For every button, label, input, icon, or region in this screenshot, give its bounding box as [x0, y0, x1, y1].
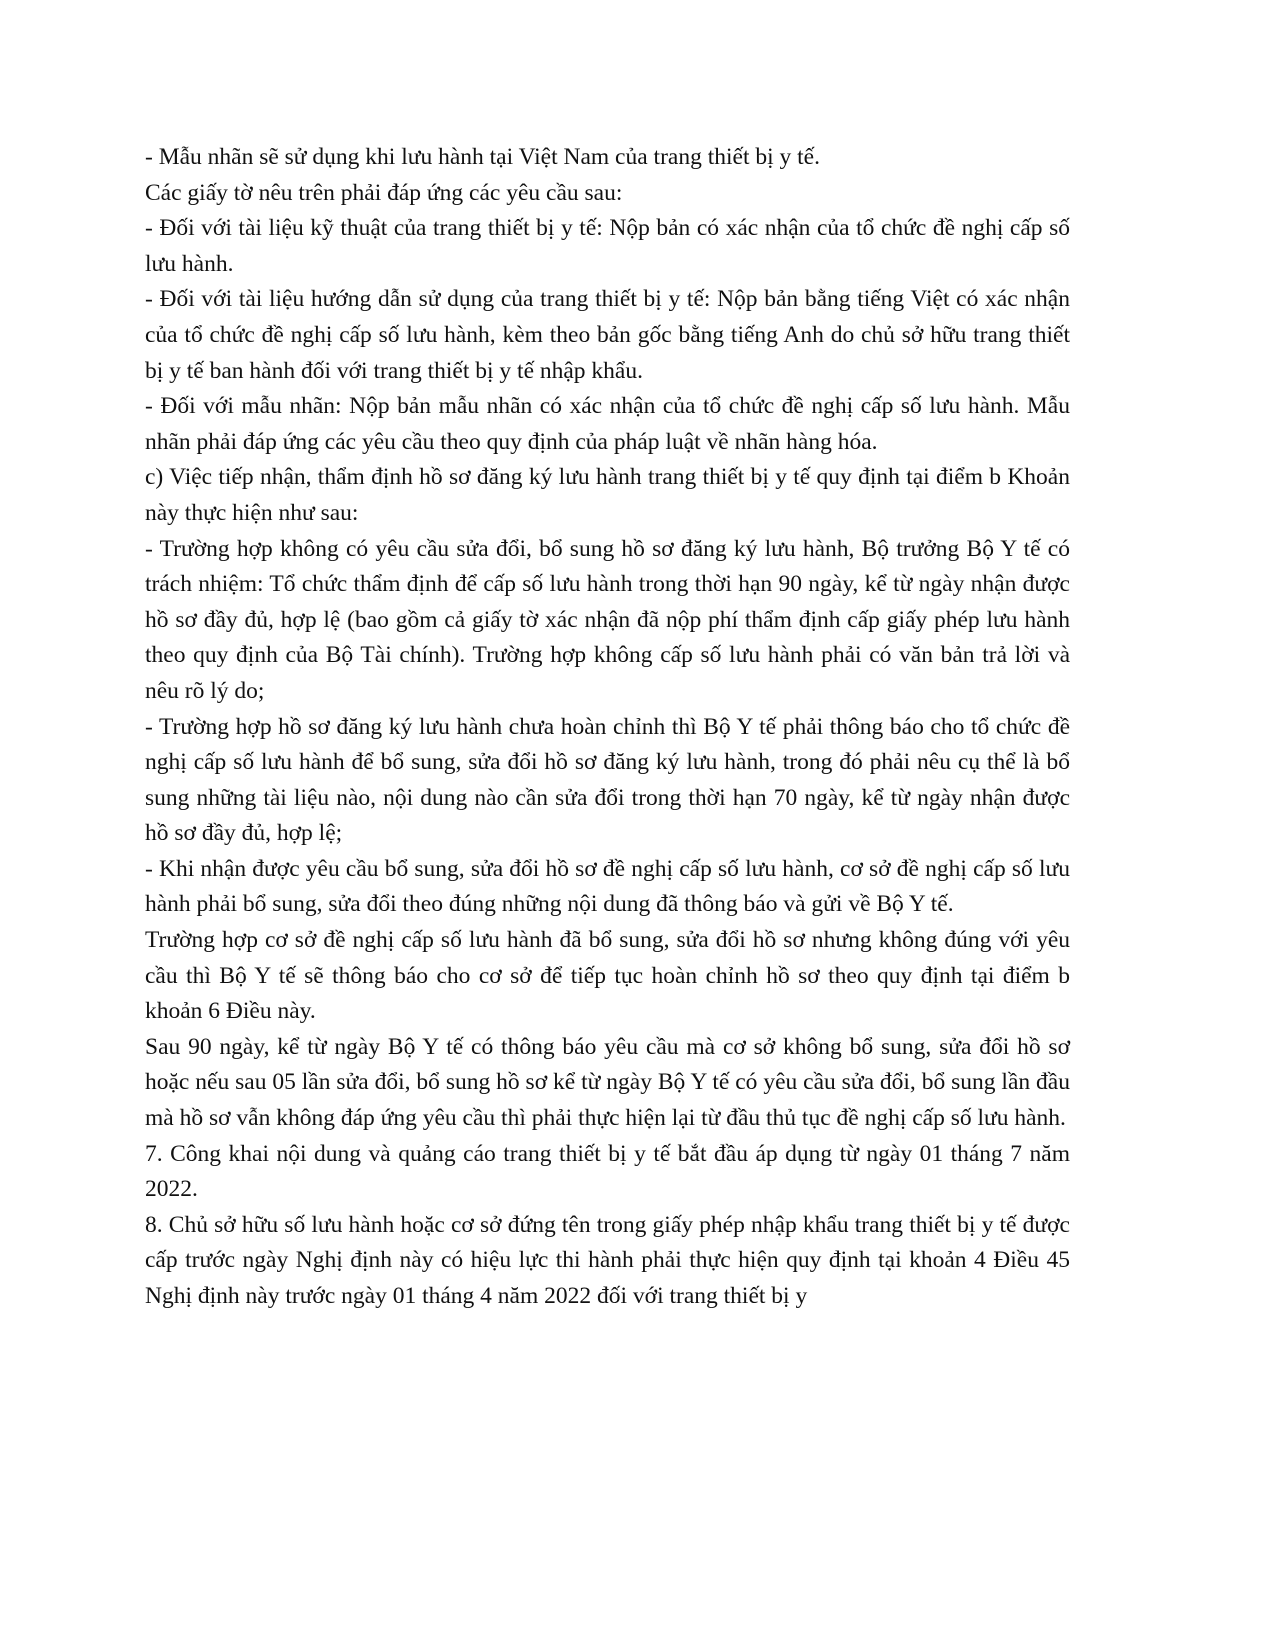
paragraph-after-90-days: Sau 90 ngày, kể từ ngày Bộ Y tế có thông báo yêu cầu mà cơ sở không bổ sung, sửa đổi hồ sơ hoặc nếu sau 05 lần sửa đổi, bổ sung hồ sơ kể từ ngày Bộ Y tế có yêu cầu sửa đổi, bổ sung lần đầu mà hồ sơ vẫn không đáp ứng yêu cầu thì phải thực hiện lại từ đầu thủ tục đề nghị cấp số lưu hành.	[145, 1033, 1070, 1132]
paragraph-user-manual: - Đối với tài liệu hướng dẫn sử dụng của trang thiết bị y tế: Nộp bản bằng tiếng Việt có xác nhận của tổ chức đề nghị cấp số lưu hành, kèm theo bản gốc bằng tiếng Anh do chủ sở hữu trang thiết bị y tế ban hành đối với trang thiết bị y tế nhập khẩu.	[145, 286, 1070, 384]
paragraph-no-amendment: - Trường hợp không có yêu cầu sửa đổi, bổ sung hồ sơ đăng ký lưu hành, Bộ trưởng Bộ Y tế có trách nhiệm: Tổ chức thẩm định để cấp số lưu hành trong thời hạn 90 ngày, kể từ ngày nhận được hồ sơ đầy đủ, hợp lệ (bao gồm cả giấy tờ xác nhận đã nộp phí thẩm định cấp giấy phép lưu hành theo quy định của Bộ Tài chính). Trường hợp không cấp số lưu hành phải có văn bản trả lời và nêu rõ lý do;	[145, 535, 1070, 704]
paragraph-item-7: 7. Công khai nội dung và quảng cáo trang thiết bị y tế bắt đầu áp dụng từ ngày 01 tháng 7 năm 2022.	[145, 1140, 1070, 1203]
paragraph-requirements-intro: Các giấy tờ nêu trên phải đáp ứng các yêu cầu sau:	[145, 179, 623, 206]
paragraph-item-8: 8. Chủ sở hữu số lưu hành hoặc cơ sở đứng tên trong giấy phép nhập khẩu trang thiết bị y tế được cấp trước ngày Nghị định này có hiệu lực thi hành phải thực hiện quy định tại khoản 4 Điều 45 Nghị định này trước ngày 01 tháng 4 năm 2022 đối với trang thiết bị y	[145, 1211, 1070, 1309]
paragraph-supplement-request: - Khi nhận được yêu cầu bổ sung, sửa đổi hồ sơ đề nghị cấp số lưu hành, cơ sở đề nghị cấp số lưu hành phải bổ sung, sửa đổi theo đúng những nội dung đã thông báo và gửi về Bộ Y tế.	[145, 855, 1070, 918]
paragraph-label-sample: - Mẫu nhãn sẽ sử dụng khi lưu hành tại Việt Nam của trang thiết bị y tế.	[145, 144, 820, 170]
paragraph-incomplete-dossier: - Trường hợp hồ sơ đăng ký lưu hành chưa hoàn chỉnh thì Bộ Y tế phải thông báo cho tổ chức đề nghị cấp số lưu hành để bổ sung, sửa đổi hồ sơ đăng ký lưu hành, trong đó phải nêu cụ thể là bổ sung những tài liệu nào, nội dung nào cần sửa đổi trong thời hạn 70 ngày, kể từ ngày nhận được hồ sơ đầy đủ, hợp lệ;	[145, 713, 1070, 847]
paragraph-incorrect-supplement: Trường hợp cơ sở đề nghị cấp số lưu hành đã bổ sung, sửa đổi hồ sơ nhưng không đúng với yêu cầu thì Bộ Y tế sẽ thông báo cho cơ sở để tiếp tục hoàn chỉnh hồ sơ theo quy định tại điểm b khoản 6 Điều này.	[145, 927, 1070, 1025]
paragraph-section-c: c) Việc tiếp nhận, thẩm định hồ sơ đăng ký lưu hành trang thiết bị y tế quy định tại điểm b Khoản này thực hiện như sau:	[145, 464, 1070, 526]
paragraph-technical-docs: - Đối với tài liệu kỹ thuật của trang thiết bị y tế: Nộp bản có xác nhận của tổ chức đề nghị cấp số lưu hành.	[145, 215, 1070, 277]
paragraph-label-requirements: - Đối với mẫu nhãn: Nộp bản mẫu nhãn có xác nhận của tổ chức đề nghị cấp số lưu hành. Mẫu nhãn phải đáp ứng các yêu cầu theo quy định của pháp luật về nhãn hàng hóa.	[145, 393, 1070, 455]
document-page	[145, 140, 1070, 1315]
